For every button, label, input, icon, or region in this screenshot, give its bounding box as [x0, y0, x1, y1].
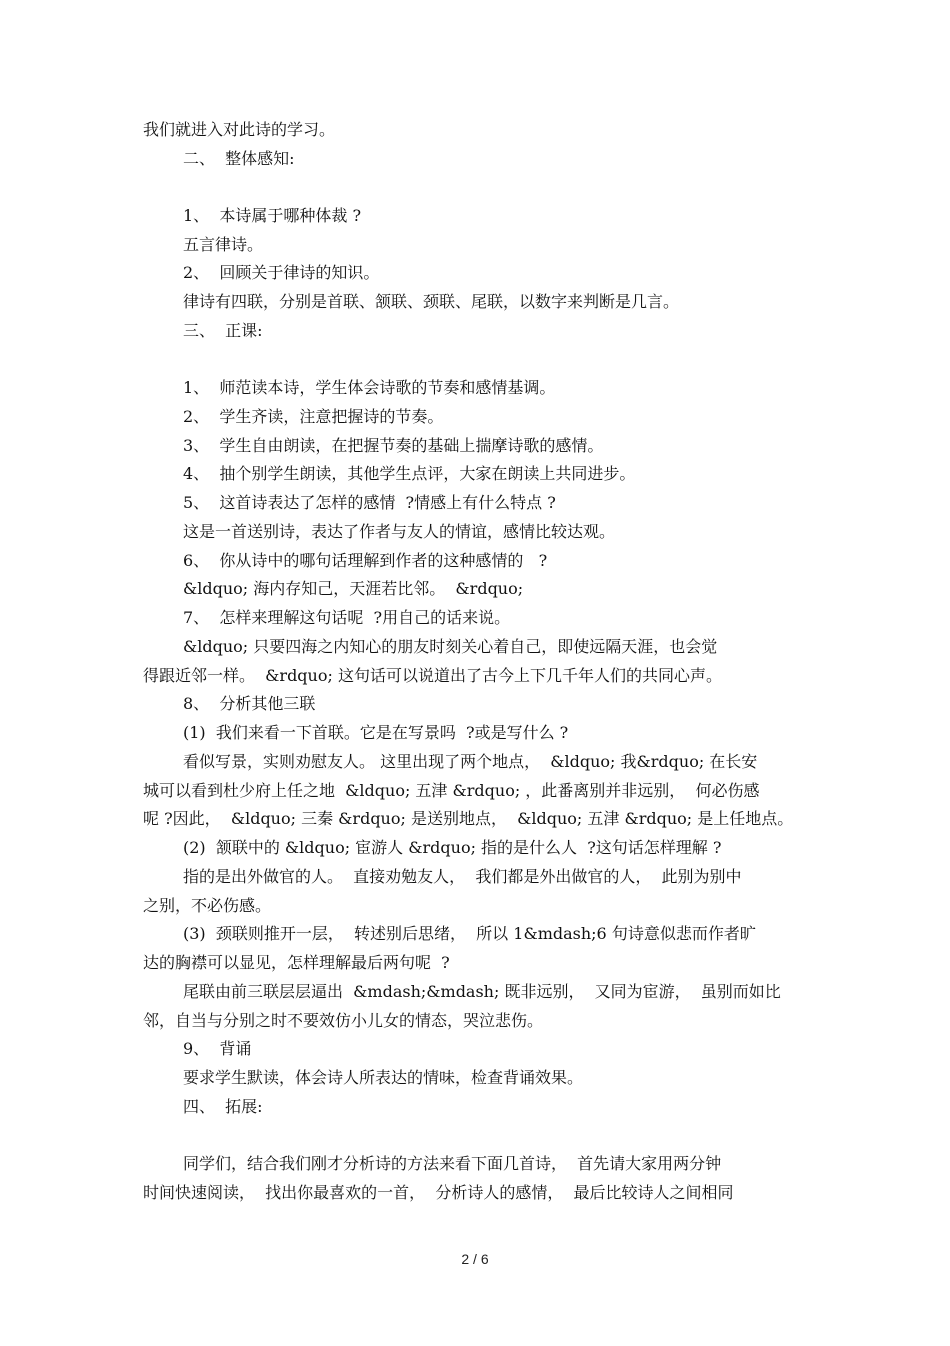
text-line: 得跟近邻一样。 &rdquo; 这句话可以说道出了古今上下几千年人们的共同心声。	[143, 666, 722, 685]
text-line: &ldquo; 海内存知己，天涯若比邻。 &rdquo;	[183, 579, 524, 598]
section-heading: 二、 整体感知:	[183, 149, 295, 168]
text-line: 时间快速阅读， 找出你最喜欢的一首， 分析诗人的感情， 最后比较诗人之间相同	[143, 1183, 734, 1202]
text-line: 7、 怎样来理解这句话呢 ?用自己的话来说。	[183, 608, 511, 627]
text-line: (2) 颔联中的 &ldquo; 宦游人 &rdquo; 指的是什么人 ?这句话怎样理解 ?	[183, 838, 722, 857]
text-line: 我们就进入对此诗的学习。	[143, 120, 336, 139]
text-line: 3、 学生自由朗读，在把握节奏的基础上揣摩诗歌的感情。	[183, 436, 604, 455]
text-line: 这是一首送别诗，表达了作者与友人的情谊，感情比较达观。	[183, 522, 616, 541]
text-line: (1) 我们来看一下首联。它是在写景吗 ?或是写什么 ?	[183, 723, 569, 742]
text-line: 五言律诗。	[183, 235, 264, 254]
text-line: 同学们，结合我们刚才分析诗的方法来看下面几首诗， 首先请大家用两分钟	[183, 1154, 722, 1173]
text-line: 2、 学生齐读，注意把握诗的节奏。	[183, 407, 444, 426]
text-line: 呢 ?因此， &ldquo; 三秦 &rdquo; 是送别地点， &ldquo; 五津 &rdquo; 是上任地点。	[143, 809, 794, 828]
text-line: 8、 分析其他三联	[183, 694, 316, 713]
text-line: 4、 抽个别学生朗读，其他学生点评，大家在朗读上共同进步。	[183, 464, 636, 483]
page-number: 2 / 6	[461, 1251, 489, 1267]
text-line: 6、 你从诗中的哪句话理解到作者的这种感情的 ?	[183, 551, 548, 570]
text-line: 9、 背诵	[183, 1039, 252, 1058]
text-line: 达的胸襟可以显见，怎样理解最后两句呢 ?	[143, 953, 450, 972]
section-heading: 三、 正课:	[183, 321, 263, 340]
text-line: 指的是出外做官的人。 直接劝勉友人， 我们都是外出做官的人， 此别为别中	[183, 867, 742, 886]
text-line: 城可以看到杜少府上任之地 &ldquo; 五津 &rdquo; ，此番离别并非远别， 何必伤感	[143, 781, 760, 800]
text-line: &ldquo; 只要四海之内知心的朋友时刻关心着自己，即使远隔天涯，也会觉	[183, 637, 718, 656]
text-line: (3) 颈联则推开一层， 转述别后思绪， 所以 1&mdash;6 句诗意似悲而作者旷	[183, 924, 756, 943]
text-line: 1、 师范读本诗，学生体会诗歌的节奏和感情基调。	[183, 378, 556, 397]
text-line: 邻，自当与分别之时不要效仿小儿女的情态，哭泣悲伤。	[143, 1011, 544, 1030]
text-line: 5、 这首诗表达了怎样的感情 ?情感上有什么特点 ?	[183, 493, 556, 512]
text-line: 之别，不必伤感。	[143, 896, 272, 915]
text-line: 1、 本诗属于哪种体裁 ?	[183, 206, 362, 225]
text-line: 律诗有四联，分别是首联、颔联、颈联、尾联，以数字来判断是几言。	[183, 292, 680, 311]
section-heading: 四、 拓展:	[183, 1097, 263, 1116]
text-line: 2、 回顾关于律诗的知识。	[183, 263, 380, 282]
text-line: 尾联由前三联层层逼出 &mdash;&mdash; 既非远别， 又同为宦游， 虽别而如比	[183, 982, 781, 1001]
text-line: 要求学生默读，体会诗人所表达的情味，检查背诵效果。	[183, 1068, 584, 1087]
text-line: 看似写景，实则劝慰友人。 这里出现了两个地点， &ldquo; 我&rdquo; 在长安	[183, 752, 758, 771]
